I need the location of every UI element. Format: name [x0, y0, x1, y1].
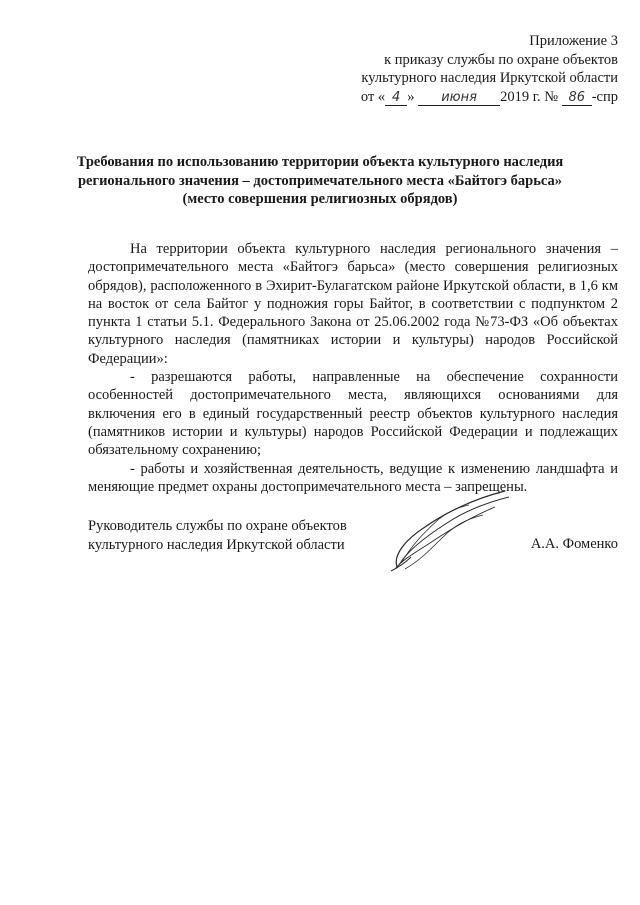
signatory-name: А.А. Фоменко	[530, 536, 618, 552]
document-title	[70, 153, 570, 209]
signatory-position	[88, 517, 347, 554]
body-paragraph-prohibited: - работы и хозяйственная деятельность, ведущие к изменению ландшафта и меняющие предмет охраны достопримечательного места – запрещены.	[88, 460, 618, 495]
appendix-header	[361, 32, 618, 106]
document-body	[88, 240, 618, 496]
date-prefix: от «	[360, 88, 386, 105]
date-month-handwritten: июня	[418, 91, 500, 106]
signatory-position-line1: Руководитель службы по охране объектов	[88, 518, 347, 534]
title-line2: регионального значения – достопримечательного места «Байтогэ барьса»	[77, 172, 563, 189]
order-suffix: -спр	[591, 88, 618, 105]
date-mid: »	[407, 88, 415, 105]
order-reference-line2: культурного наследия Иркутской области	[361, 70, 618, 86]
appendix-label: Приложение 3	[529, 33, 618, 49]
order-number-handwritten: 86	[562, 91, 592, 106]
handwritten-signature	[385, 485, 515, 575]
body-paragraph-allowed: - разрешаются работы, направленные на обеспечение сохранности особенностей достопримечательного места, являющихся основаниями для включения его в единый государственный реестр объектов культурного наследия (памятников истории и культуры) народов Российской Федерации и подлежащих обязательному сохранению;	[88, 369, 618, 459]
order-date-line	[361, 88, 618, 107]
date-year: 2019 г. №	[500, 88, 559, 105]
title-line1: Требования по использованию территории объекта культурного наследия	[76, 154, 564, 170]
title-line3: (место совершения религиозных обрядов)	[182, 191, 458, 207]
signatory-position-line2: культурного наследия Иркутской области	[88, 536, 345, 553]
order-reference-line1: к приказу службы по охране объектов	[384, 51, 618, 68]
body-paragraph-intro: На территории объекта культурного наследия регионального значения – достопримечательного места «Байтогэ барьса» (место совершения религиозных обрядов), расположенного в Эхирит-Булагатском районе Иркутской области, в 1,6 км на восток от села Байтог у подножия горы Байтог, в соответствии с подпунктом 2 пункта 1 статьи 5.1. Федерального Закона от 25.06.2002 года №73-ФЗ «Об объектах культурного наследия (памятниках истории и культуры) народов Российской Федерации»:	[88, 241, 618, 367]
date-day-handwritten: 4	[385, 91, 407, 106]
